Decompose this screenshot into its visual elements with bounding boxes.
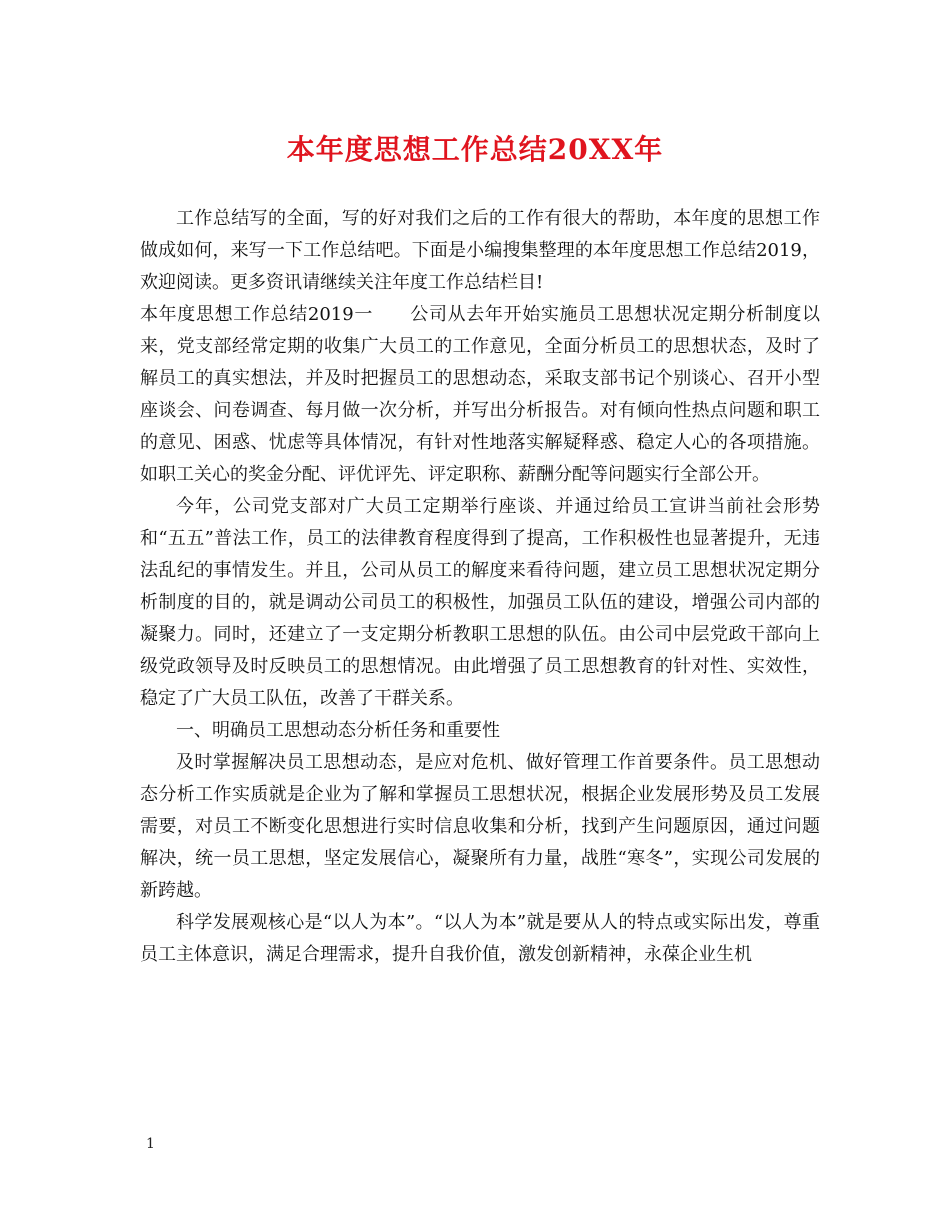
page-number: 1	[146, 1136, 155, 1152]
document-body	[140, 203, 820, 971]
this-year-paragraph: 今年，公司党支部对广大员工定期举行座谈、并通过给员工宣讲当前社会形势和“五五”普法工作，员工的法律教育程度得到了提高，工作积极性也显著提升，无违法乱纪的事情发生。并且，公司从员工的解度来看待问题，建立员工思想状况定期分析制度的目的，就是调动公司员工的积极性，加强员工队伍的建设，增强公司内部的凝聚力。同时，还建立了一支定期分析教职工思想的队伍。由公司中层党政干部向上级党政领导及时反映员工的思想情况。由此增强了员工思想教育的针对性、实效性，稳定了广大员工队伍，改善了干群关系。	[140, 496, 820, 709]
section-one-paragraph: 本年度思想工作总结2019一 公司从去年开始实施员工思想状况定期分析制度以来，党支部经常定期的收集广大员工的工作意见，全面分析员工的思想状态，及时了解员工的真实想法，并及时把握员工的思想动态，采取支部书记个别谈心、召开小型座谈会、问卷调查、每月做一次分析，并写出分析报告。对有倾向性热点问题和职工的意见、困惑、忧虑等具体情况，有针对性地落实解疑释惑、稳定人心的各项措施。如职工关心的奖金分配、评优评先、评定职称、薪酬分配等问题实行全部公开。	[140, 304, 820, 485]
analysis-paragraph: 及时掌握解决员工思想动态，是应对危机、做好管理工作首要条件。员工思想动态分析工作实质就是企业为了解和掌握员工思想状况，根据企业发展形势及员工发展需要，对员工不断变化思想进行实时信息收集和分析，找到产生问题原因，通过问题解决，统一员工思想，坚定发展信心，凝聚所有力量，战胜“寒冬”，实现公司发展的新跨越。	[140, 752, 820, 901]
intro-paragraph: 工作总结写的全面，写的好对我们之后的工作有很大的帮助，本年度的思想工作做成如何，来写一下工作总结吧。下面是小编搜集整理的本年度思想工作总结2019，欢迎阅读。更多资讯请继续关注年度工作总结栏目!	[140, 208, 820, 293]
document-title: 本年度思想工作总结20XX年	[286, 133, 664, 166]
people-oriented-paragraph: 科学发展观核心是“以人为本”。“以人为本”就是要从人的特点或实际出发，尊重员工主体意识，满足合理需求，提升自我价值，激发创新精神，永葆企业生机	[140, 912, 820, 965]
section-heading: 一、明确员工思想动态分析任务和重要性	[176, 720, 500, 741]
